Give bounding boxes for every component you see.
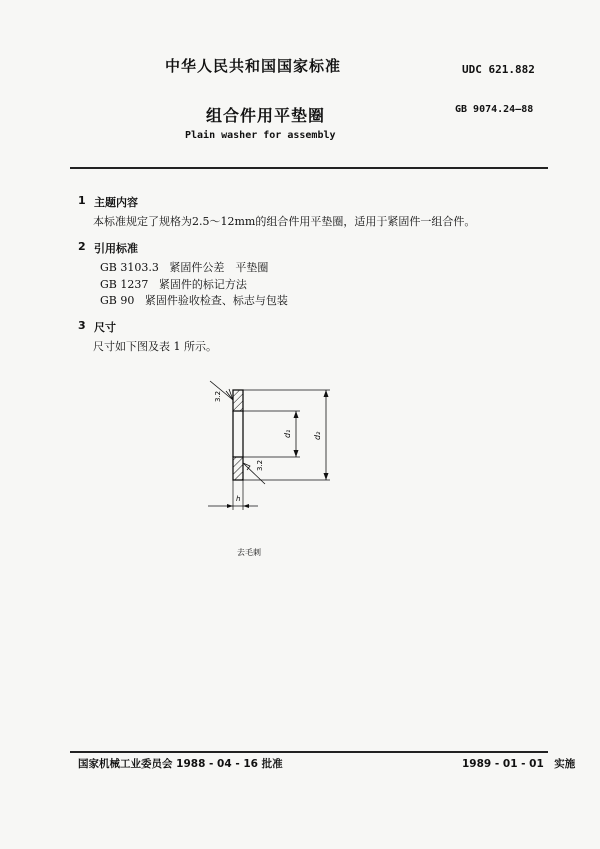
document-title-en: Plain washer for assembly	[185, 130, 336, 141]
reference-item	[100, 292, 288, 308]
section-1-body: 本标准规定了规格为2.5～12mm的组合件用平垫圈，适用于紧固件一组合件。	[93, 215, 476, 228]
header-rule	[70, 167, 548, 169]
document-title-cn: 组合件用平垫圈	[206, 106, 326, 125]
section-3-heading: 尺寸	[94, 321, 116, 334]
label-d1: d₁	[283, 429, 292, 438]
reference-item	[100, 259, 268, 275]
label-h: h	[236, 495, 241, 503]
section-1-heading: 主题内容	[94, 196, 138, 209]
drawing-caption: 去毛刺	[237, 548, 261, 557]
section-2-heading: 引用标准	[94, 242, 138, 255]
reference-item	[100, 276, 247, 292]
reference-code: GB 90	[100, 294, 135, 307]
roughness-value-mid: 3.2	[256, 459, 264, 471]
section-2-number: 2	[78, 240, 86, 253]
implementation-line: 1989 - 01 - 01 实施	[462, 758, 576, 770]
reference-title: 紧固件公差 平垫圈	[169, 261, 269, 274]
udc-code: UDC 621.882	[462, 63, 535, 76]
footer-rule	[70, 751, 548, 753]
section-3-number: 3	[78, 319, 86, 332]
washer-drawing	[195, 375, 355, 525]
reference-title: 紧固件验收检查、标志与包装	[144, 294, 288, 307]
reference-code: GB 1237	[100, 278, 149, 291]
section-1-number: 1	[78, 194, 86, 207]
reference-code: GB 3103.3	[100, 261, 159, 274]
roughness-value-top: 3.2	[214, 390, 222, 402]
washer-section-top	[233, 390, 243, 411]
national-standard-heading: 中华人民共和国国家标准	[165, 57, 342, 75]
section-3-body: 尺寸如下图及表 1 所示。	[93, 340, 217, 353]
washer-section-bottom	[233, 457, 243, 480]
approval-line: 国家机械工业委员会 1988 - 04 - 16 批准	[78, 758, 283, 770]
reference-title: 紧固件的标记方法	[158, 278, 247, 291]
gb-number: GB 9074.24—88	[455, 104, 534, 115]
label-d2: d₂	[313, 431, 322, 440]
